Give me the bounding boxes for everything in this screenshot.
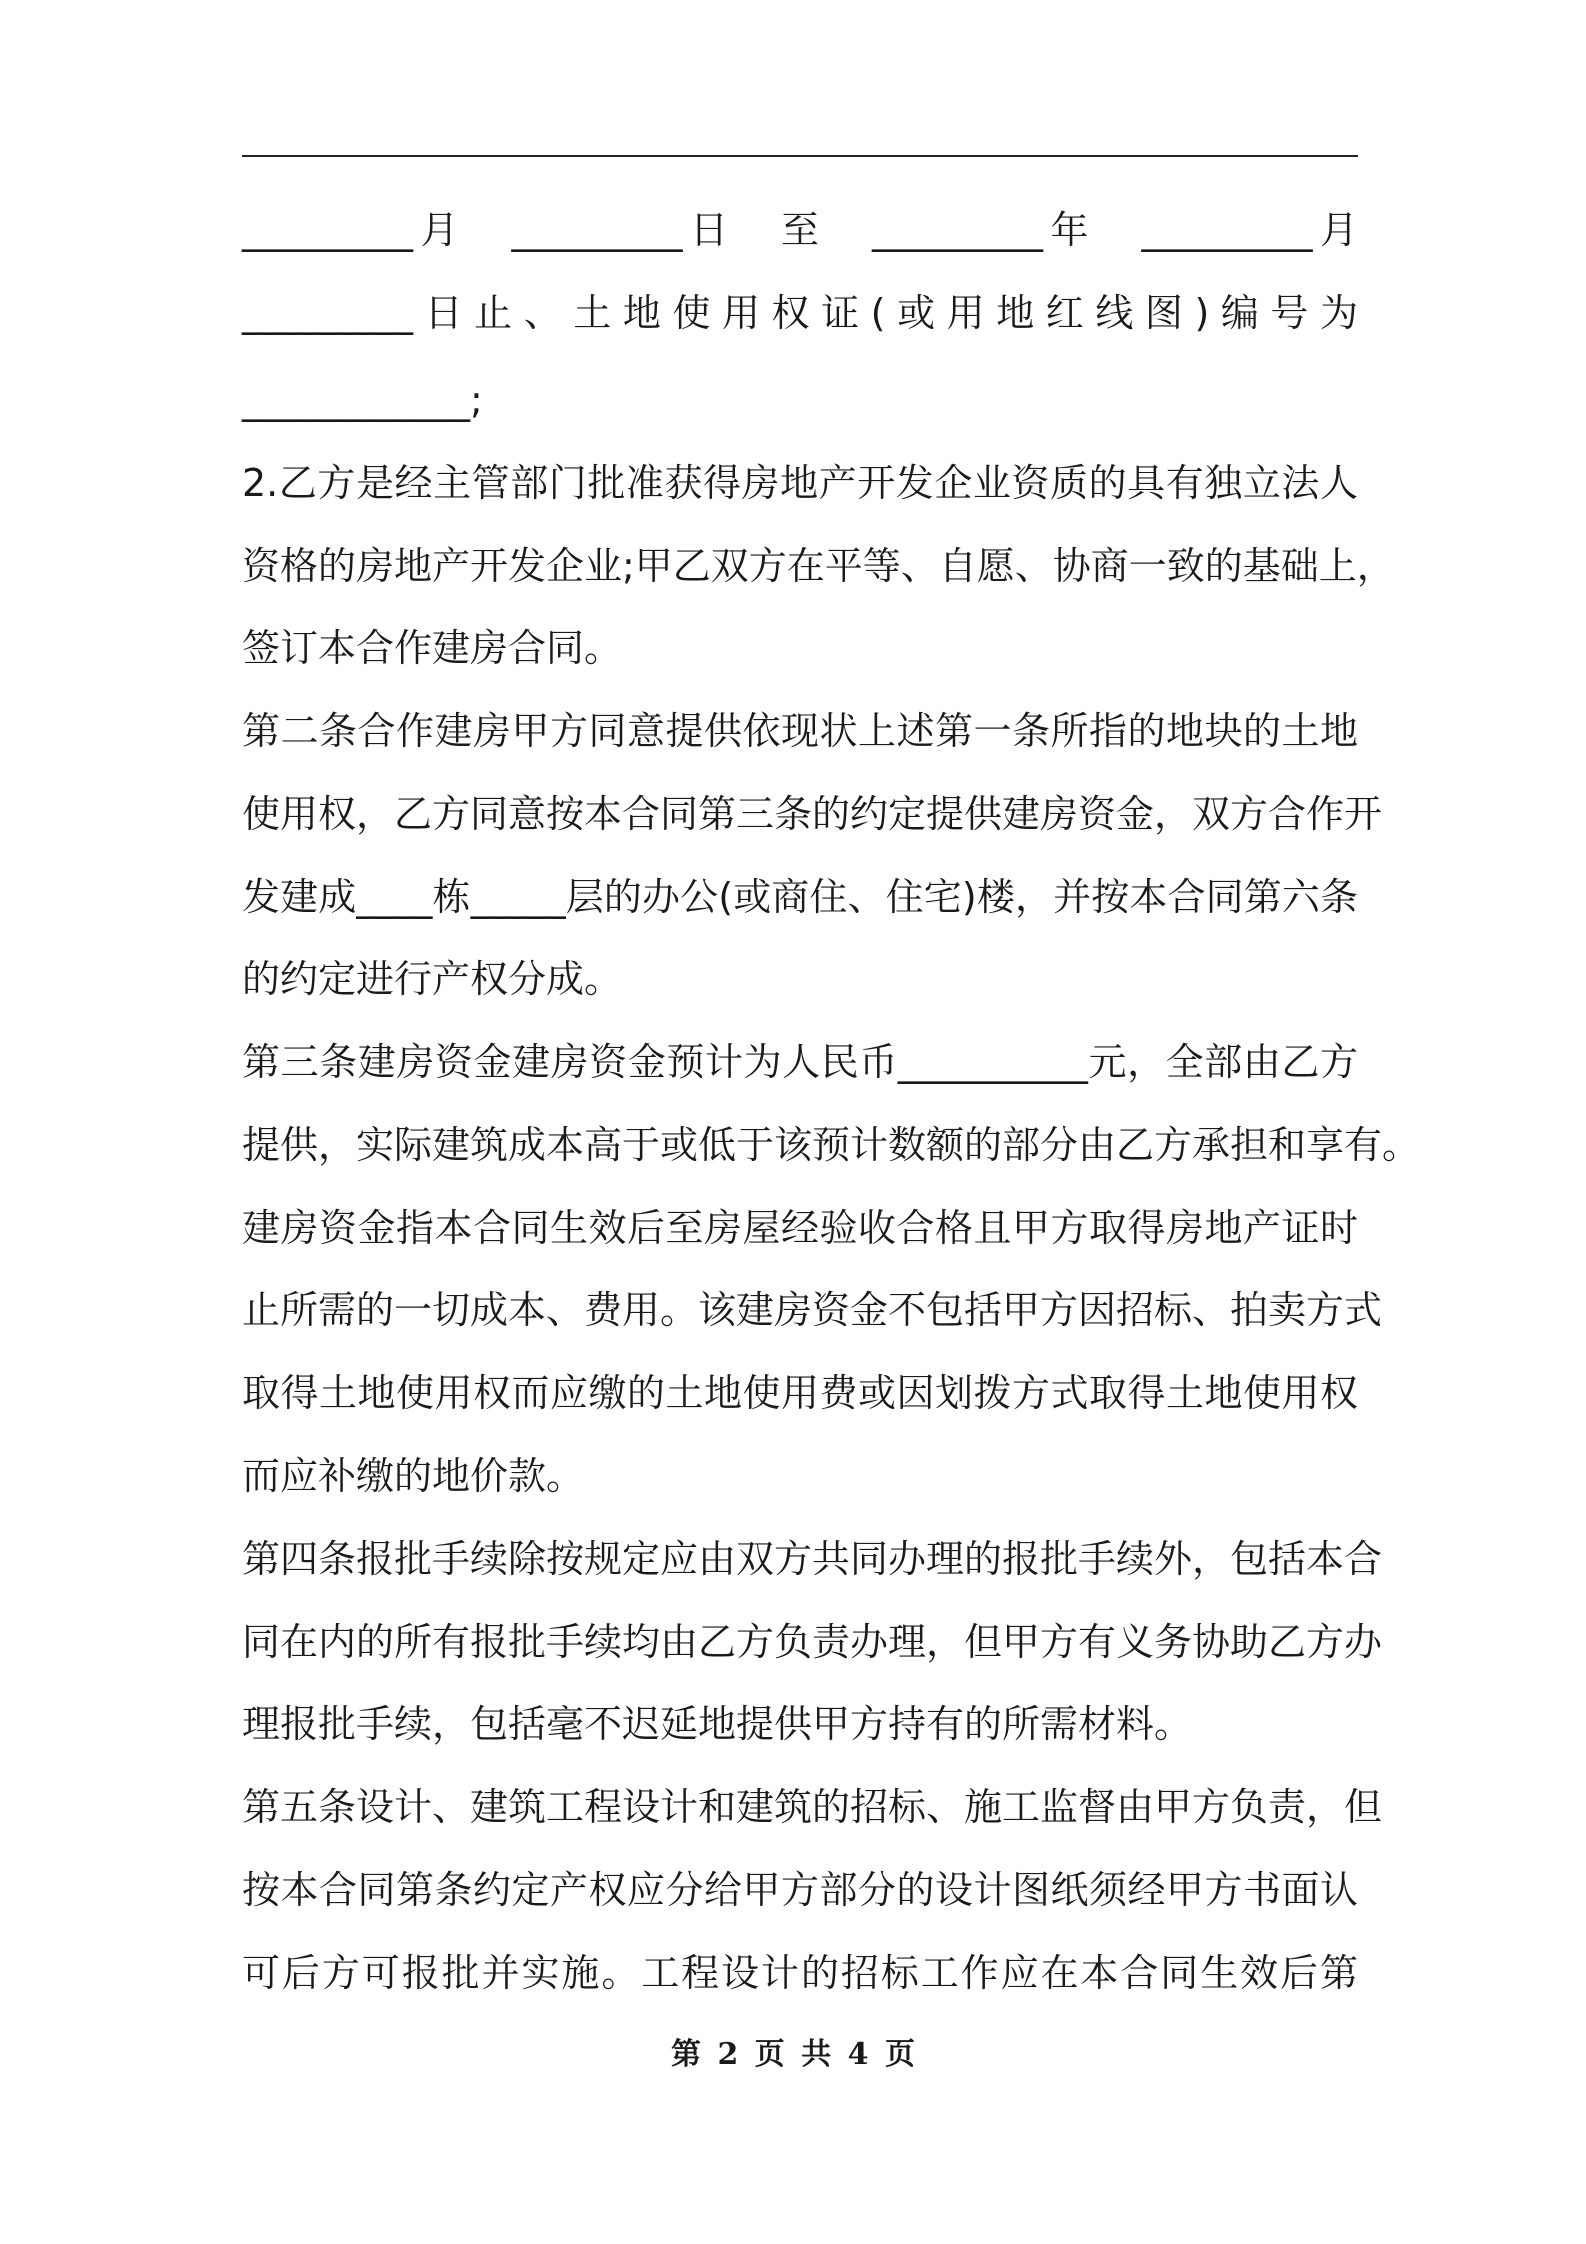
text-line-22: 可后方可报批并实施。工程设计的招标工作应在本合同生效后第 (242, 1951, 1358, 1995)
page-number-footer: 第 2 页 共 4 页 (671, 2037, 915, 2072)
text-line-7: 第二条合作建房甲方同意提供依现状上述第一条所指的地块的土地 (242, 709, 1358, 753)
text-line-17: 第四条报批手续除按规定应由双方共同办理的报批手续外，包括本合 (242, 1537, 1383, 1581)
text-line-5: 资格的房地产开发企业;甲乙双方在平等、自愿、协商一致的基础上， (242, 544, 1395, 588)
text-line-8: 使用权，乙方同意按本合同第三条的约定提供建房资金，双方合作开 (242, 792, 1383, 836)
text-line-6: 签订本合作建房合同。 (242, 626, 623, 670)
text-line-4: 2.乙方是经主管部门批准获得房地产开发企业资质的具有独立法人 (242, 461, 1358, 505)
text-line-20: 第五条设计、建筑工程设计和建筑的招标、施工监督由甲方负责，但 (242, 1785, 1383, 1829)
text-line-11: 第三条建房资金建房资金预计为人民币__________元，全部由乙方 (242, 1040, 1358, 1084)
text-line-12: 提供，实际建筑成本高于或低于该预计数额的部分由乙方承担和享有。 (242, 1123, 1421, 1167)
text-line-3: ____________; (242, 378, 483, 422)
text-line-18: 同在内的所有报批手续均由乙方负责办理，但甲方有义务协助乙方办 (242, 1620, 1383, 1664)
text-line-19: 理报批手续，包括毫不迟延地提供甲方持有的所需材料。 (242, 1702, 1193, 1746)
text-line-9: 发建成____栋_____层的办公(或商住、住宅)楼，并按本合同第六条 (242, 875, 1358, 919)
text-line-2: _________日止、土地使用权证(或用地红线图)编号为 (242, 291, 1358, 335)
text-line-21: 按本合同第条约定产权应分给甲方部分的设计图纸须经甲方书面认 (242, 1868, 1358, 1912)
text-line-15: 取得土地使用权而应缴的土地使用费或因划拨方式取得土地使用权 (242, 1371, 1358, 1415)
text-line-10: 的约定进行产权分成。 (242, 957, 623, 1001)
text-line-1: _________月 _________日 至 _________年 _________月 (242, 208, 1358, 252)
text-line-16: 而应补缴的地价款。 (242, 1454, 585, 1498)
text-line-14: 止所需的一切成本、费用。该建房资金不包括甲方因招标、拍卖方式 (242, 1288, 1383, 1332)
header-divider (242, 155, 1358, 157)
text-line-13: 建房资金指本合同生效后至房屋经验收合格且甲方取得房地产证时 (242, 1206, 1358, 1250)
